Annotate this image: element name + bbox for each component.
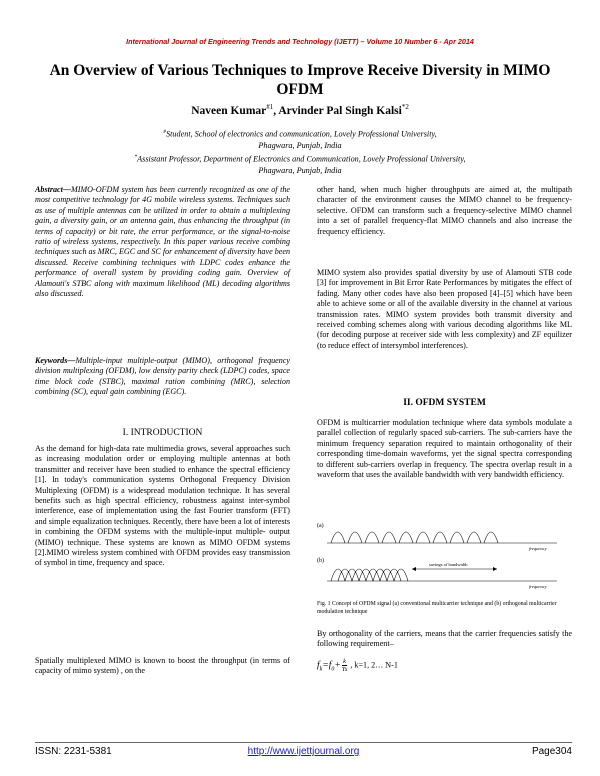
subcarrier-b3 — [345, 569, 359, 581]
journal-header: International Journal of Engineering Trends and Technology (IJETT) – Volume 10 Number 6 - Apr 2014 — [126, 37, 474, 46]
affil-1-line2: Phagwara, Punjab, India — [258, 141, 342, 151]
subcarrier-b5 — [359, 569, 373, 581]
orthogonal-subcarriers — [331, 569, 408, 581]
subcarrier-a7 — [433, 532, 447, 543]
subcarrier-b7 — [373, 569, 387, 581]
subcarrier-b1 — [331, 569, 345, 581]
footer-url-link[interactable]: http://www.ijettjournal.org — [247, 746, 360, 757]
affil-1-sup: # — [163, 129, 167, 135]
right-paragraph-1: other hand, when much higher throughputs are aimed at, the multipath character of the environment causes the MIMO channel to be frequency-selective. OFDM can transform such a frequency-selective MIMO channel into a set of parallel frequency-flat MIMO channels and also increase the frequency efficiency. — [317, 185, 572, 236]
formula-lhs: f — [317, 660, 320, 671]
subcarrier-b10 — [394, 569, 408, 581]
right-paragraph-2: MIMO system also provides spatial diversity by use of Alamouti STB code [3] for improvement in Bit Error Rate Performances by mitigates the effect of fading. Many other codes have also been proposed [4]–[5] which have been able to achieve some or all of the available diversity in the channel at various transmission rates. MIMO system provides both transmit diversity and received combing schemes along with various decoding algorithms like ML (for decoding purpose at receiver side with less complexity) and ZF equilizer (to reduce effect of intersymbol interferences). — [317, 268, 572, 350]
subcarrier-a5 — [399, 532, 413, 543]
formula-lhs-sub: k — [319, 666, 323, 673]
conventional-subcarriers — [331, 532, 498, 543]
author-1: Naveen Kumar — [191, 104, 267, 117]
subcarrier-a2 — [348, 532, 362, 543]
abstract-text: MIMO-OFDM system has been currently recognized as one of the most competitive technology for 4G mobile wireless systems. Techniques such as use of multiple antennas can be utilized in order to obtain a multiplexing gain, a diversity gain, or an antenna gain, thus enhancing the throughput (in terms of capacity) or bit rate, the error performance, or the signal-to-noise ratio of wireless systems, respectively. In this paper various receive combing techniques such as MRC, EGC and SC for enhancement of diversity have been discussed. Receive combining techniques with LDPC codes enhance the performance of overall system by providing coding gain. Overview of Alamouti's STBC along with maximum likelihood (ML) decoding algorithms also discussed. — [35, 185, 290, 299]
subcarrier-b8 — [380, 569, 394, 581]
subcarrier-a4 — [382, 532, 396, 543]
subcarrier-a10 — [484, 532, 498, 543]
affil-2-line1: Assistant Professor, Department of Electronics and Communication, Lovely Professional University, — [137, 154, 466, 164]
subcarrier-a1 — [331, 532, 345, 543]
keywords-text: Multiple-input multiple-output (MIMO), orthogonal frequency division multiplexing (OFDM), low density parity check (LDPC) codes, space time block code (STBC), maximal ration combining (MRC), selection combining (SC), equal gain combining (EGC). — [35, 356, 290, 397]
intro-paragraph-1: As the demand for high-data rate multimedia grows, several approaches such as increasing modulation order or employing multiple antennas at both transmitter and receiver have been studied to enhance the spectral efficiency [1]. In today's communication systems Orthogonal Frequency Division Multiplexing (OFDM) is a widespread modulation technique. It has several benefits such as high spectral efficiency, robustness against inter-symbol interference, ease of implementation using the fast Fourier transform (FFT) and simple equalization techniques. Recently, there have been a lot of interests in combining the OFDM systems with the multiple-input multiple- output (MIMO) technique. These systems are known as MIMO OFDM systems [2].MIMO wireless system combined with OFDM provides easy transmission of symbol in time, frequency and space. — [35, 444, 290, 568]
subcarrier-b6 — [366, 569, 380, 581]
formula-eq: =f — [322, 660, 332, 671]
subcarrier-a9 — [467, 532, 481, 543]
formula-numerator: k — [343, 658, 347, 665]
fig-label-a: (a) — [317, 523, 324, 529]
author-2: Arvinder Pal Singh Kalsi — [278, 104, 402, 117]
formula-plus: + — [334, 660, 341, 671]
author-2-sup: *2 — [401, 103, 409, 111]
formula-denominator: Ts — [341, 666, 348, 673]
affiliations — [40, 127, 560, 176]
subcarrier-b9 — [387, 569, 401, 581]
subcarrier-b4 — [352, 569, 366, 581]
keywords-label: Keywords— — [35, 356, 76, 365]
paper-title: An Overview of Various Techniques to Improve Receive Diversity in MIMO OFDM — [49, 62, 551, 98]
affil-1-line1: Student, School of electronics and communication, Lovely Professional University, — [166, 129, 437, 139]
section-2-heading: II. OFDM SYSTEM — [403, 398, 486, 408]
fig-label-b: (b) — [317, 558, 324, 564]
orthogonality-paragraph: By orthogonality of the carriers, means that the carrier frequencies satisfy the following requirement– — [317, 629, 572, 649]
formula-f0-sub: 0 — [331, 666, 335, 673]
authors — [0, 103, 600, 117]
abstract — [35, 185, 290, 299]
keywords — [35, 356, 290, 398]
footer-rule — [35, 742, 572, 743]
figure-caption: Fig. 1 Concept of OFDM signal (a) conventional multicarrier technique and (b) orthogonal multicarrier modulation technique — [317, 601, 557, 615]
affil-2-line2: Phagwara, Punjab, India — [258, 165, 342, 175]
subcarrier-b2 — [338, 569, 352, 581]
savings-label: savings of bandwidth — [429, 562, 468, 567]
subcarrier-a8 — [450, 532, 464, 543]
footer-issn: ISSN: 2231-5381 — [35, 746, 112, 757]
author-separator: , — [273, 104, 279, 117]
ofdm-paragraph: OFDM is multicarrier modulation technique where data symbols modulate a parallel collection of regularly spaced sub-carriers. The sub-carriers have the minimum frequency separation required to maintain orthogonality of their corresponding time-domain waveforms, yet the signal spectra corresponding to different sub-carriers overlap in frequency. The spectra overlap result in a waveform that uses the available bandwidth with very bandwidth efficiency. — [317, 418, 572, 480]
axis-b-label: frequency — [529, 584, 547, 589]
section-1-heading: I. INTRODUCTION — [122, 428, 203, 438]
savings-arrow-head-left — [412, 567, 416, 571]
intro-paragraph-2: Spatially multiplexed MIMO is known to boost the throughput (in terms of capacity of mimo system) , on the — [35, 656, 290, 676]
footer — [35, 746, 572, 760]
subcarrier-a6 — [416, 532, 430, 543]
footer-page-number: Page304 — [531, 746, 572, 757]
axis-a-label: frequency — [529, 546, 547, 551]
author-1-sup: #1 — [266, 103, 274, 111]
formula-rest: , k=1, 2… N-1 — [348, 660, 398, 670]
subcarrier-a3 — [365, 532, 379, 543]
affil-2-sup: * — [134, 153, 138, 160]
frequency-formula — [317, 658, 572, 673]
abstract-label: Abstract— — [35, 185, 71, 194]
savings-arrow-head-right — [493, 567, 497, 571]
ofdm-figure — [317, 515, 572, 603]
ofdm-figure-svg — [317, 515, 572, 603]
formula-fraction — [342, 658, 348, 673]
